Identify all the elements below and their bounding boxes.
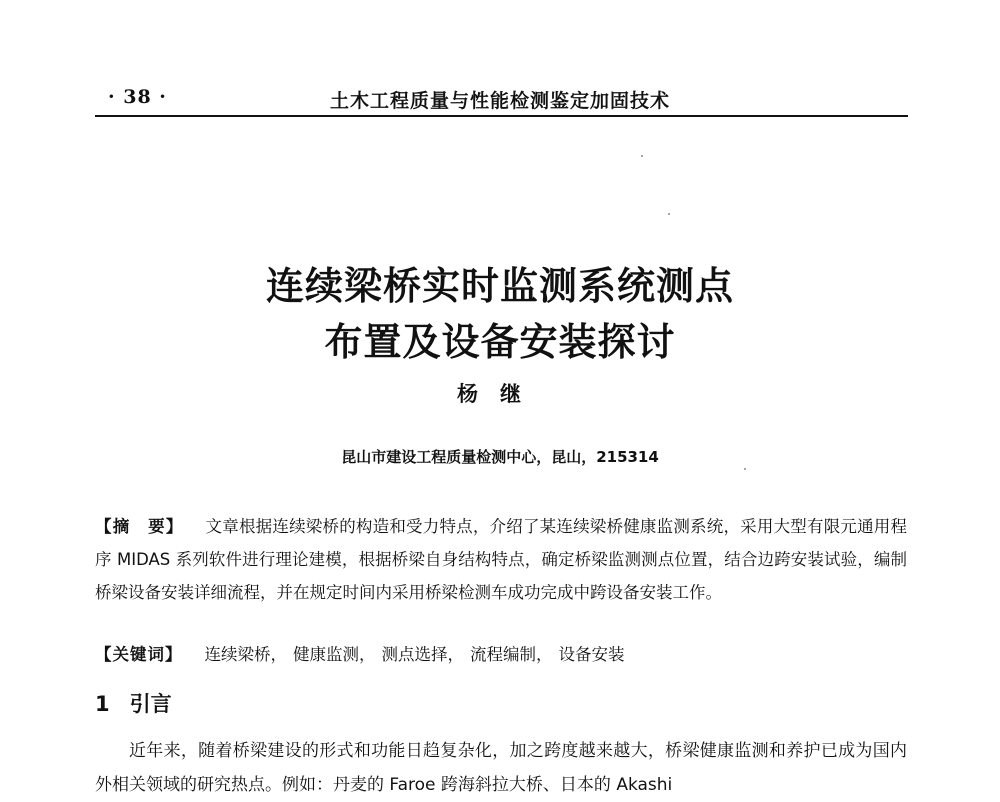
author-name: 杨继 [457,381,543,406]
body-paragraph: 近年来，随着桥梁建设的形式和功能日趋复杂化，加之跨度越来越大，桥梁健康监测和养护已成为国内外相关领域的研究热点。例如：丹麦的 Faroe 跨海斜拉大桥、日本的 Akashi [95,741,907,795]
author-affiliation: 昆山市建设工程质量检测中心，昆山，215314 [341,448,659,466]
keyword: 连续梁桥 [204,645,271,664]
section-title: 引言 [129,692,172,716]
scan-speck [668,213,670,215]
article-title-line-2: 布置及设备安装探讨 [324,319,676,364]
keywords-label: 【关键词】 [95,645,183,664]
keywords: 【关键词】 连续梁桥， 健康监测， 测点选择， 流程编制， 设备安装 [95,645,625,664]
keyword: 健康监测 [293,645,359,664]
page-number: · 38 · [108,86,167,108]
journal-title: 土木工程质量与性能检测鉴定加固技术 [330,90,671,112]
keyword: 测点选择 [381,645,448,664]
abstract-text: 文章根据连续梁桥的构造和受力特点，介绍了某连续梁桥健康监测系统，采用大型有限元通用程序 MIDAS 系列软件进行理论建模，根据桥梁自身结构特点，确定桥梁监测测点位置，结合边跨安装试验，编制桥梁设备安装详细流程，并在规定时间内采用桥梁检测车成功完成中跨设备安装工作。 [95,517,908,602]
article-title-line-1: 连续梁桥实时监测系统测点 [265,263,734,308]
header-rule [95,115,908,117]
abstract [95,510,907,609]
keyword: 流程编制 [470,645,536,664]
section-heading [95,688,172,718]
abstract-label: 【摘 要】 [95,517,184,536]
keyword: 设备安装 [558,645,625,664]
section-number: 1 [95,692,110,716]
scan-speck [641,155,643,157]
scan-speck [744,468,746,470]
